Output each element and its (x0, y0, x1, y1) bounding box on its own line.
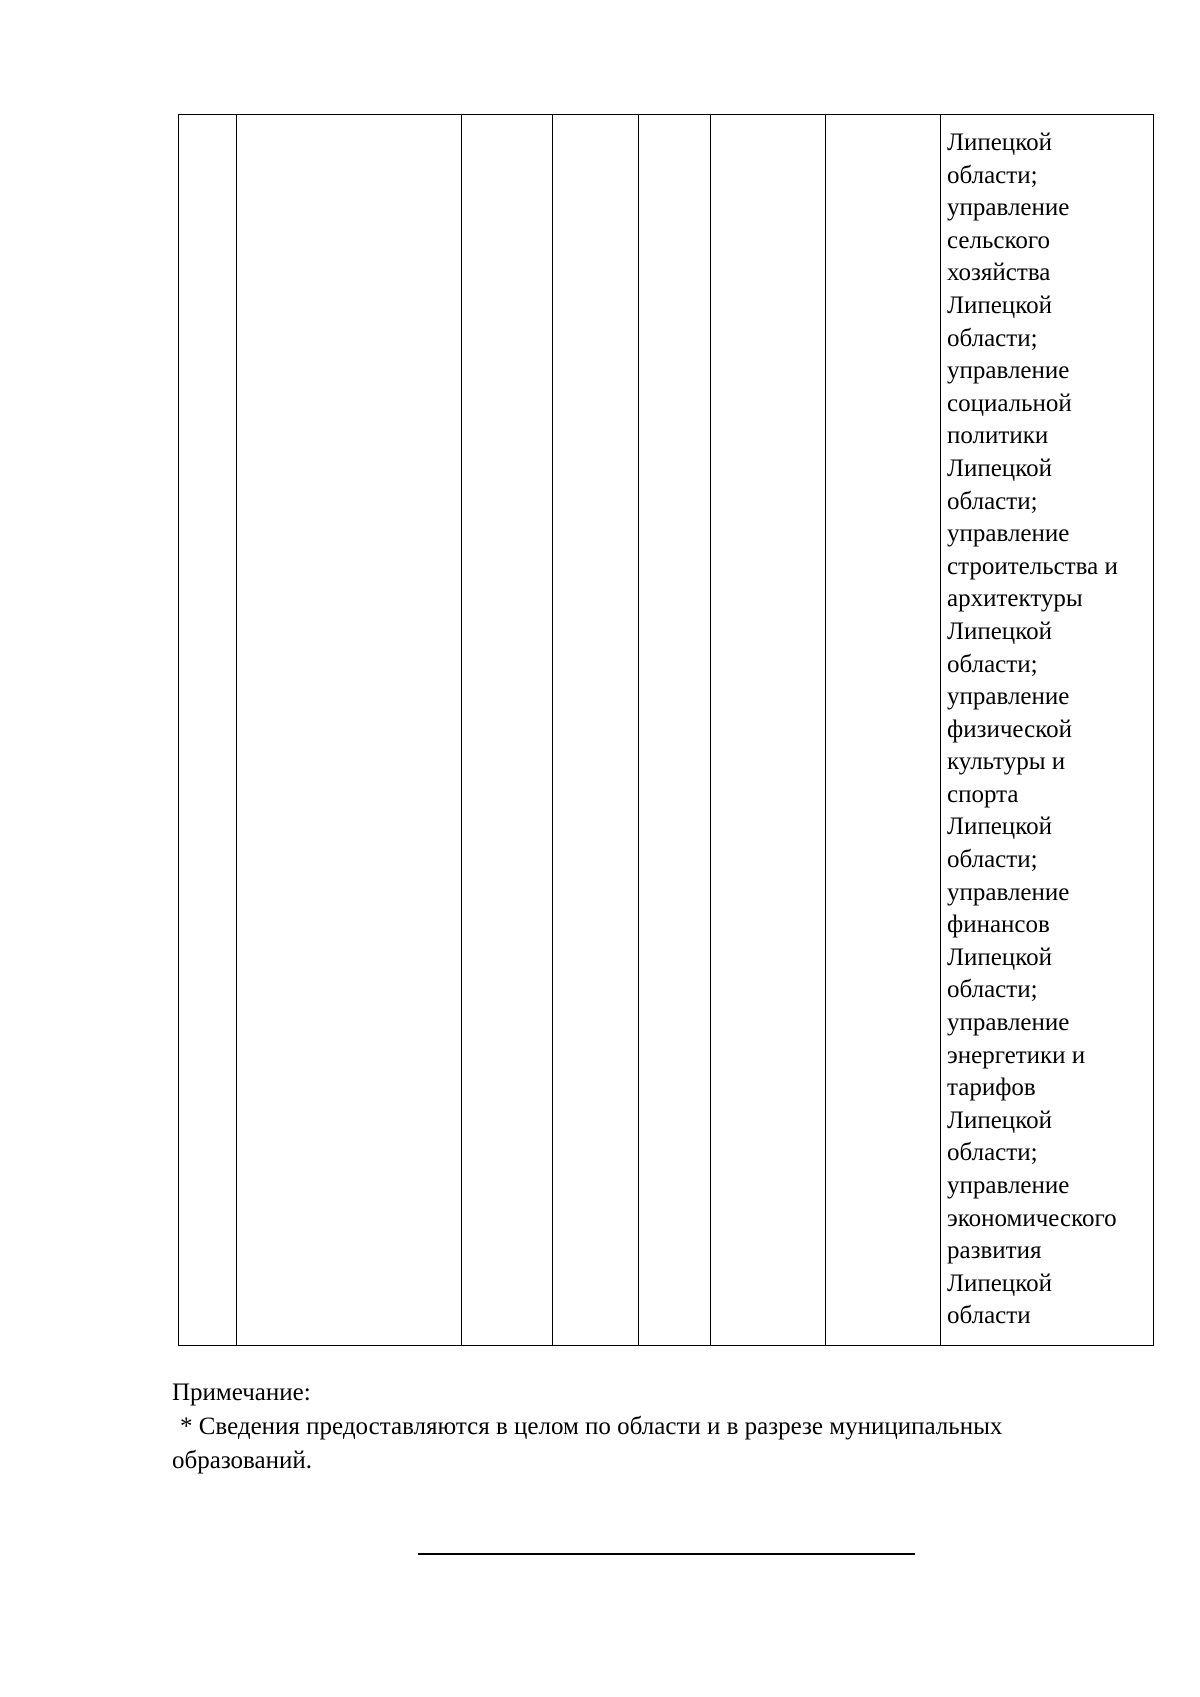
responsible-bodies-cell: Липецкой области; управление сельского хозяйства Липецкой области; управление социальной политики Липецкой области; управление строительства и архитектуры Липецкой области; управление физической культуры и спорта Липецкой области; управление финансов Липецкой области; управление энергетики и тарифов Липецкой области; управление экономического развития Липецкой области (941, 115, 1154, 1346)
data-table (178, 114, 1154, 1346)
note-line-2: образований. (172, 1447, 313, 1474)
table-cell-6 (711, 115, 826, 1346)
note-block (172, 1376, 1132, 1478)
table-cell-4 (553, 115, 639, 1346)
table-cell-3 (462, 115, 553, 1346)
note-line-1: * Сведения предоставляются в целом по области и в разрезе муниципальных (180, 1413, 1003, 1440)
table-cell-2 (237, 115, 462, 1346)
table-row (179, 115, 1154, 1346)
table-cell-7 (826, 115, 941, 1346)
note-heading: Примечание: (172, 1379, 311, 1406)
table-cell-1 (179, 115, 237, 1346)
table-cell-5 (639, 115, 711, 1346)
end-divider (418, 1553, 915, 1555)
